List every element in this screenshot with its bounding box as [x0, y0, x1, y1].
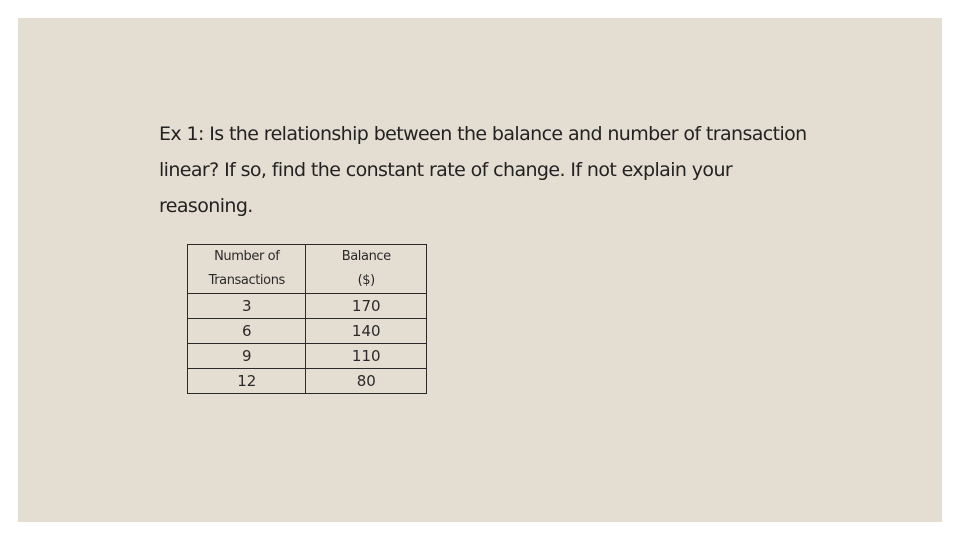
- table-row: [188, 344, 427, 369]
- header-balance: [306, 245, 427, 294]
- transactions-cell: 6: [188, 319, 306, 344]
- transactions-cell: 12: [188, 369, 306, 394]
- balance-cell: 140: [306, 319, 427, 344]
- header-transactions-line2: Transactions: [208, 273, 285, 288]
- transactions-cell: 3: [188, 294, 306, 319]
- question-line-3: reasoning.: [159, 195, 253, 217]
- transactions-cell: 9: [188, 344, 306, 369]
- question-line-2: linear? If so, find the constant rate of change. If not explain your: [159, 159, 733, 181]
- header-balance-line2: ($): [357, 273, 375, 288]
- slide-background: [18, 18, 942, 522]
- balance-cell: 80: [306, 369, 427, 394]
- balance-cell: 110: [306, 344, 427, 369]
- table-row: [188, 369, 427, 394]
- question-text: [159, 116, 807, 224]
- table-header-row: [188, 245, 427, 294]
- question-line-1: Ex 1: Is the relationship between the balance and number of transaction: [159, 123, 807, 145]
- table-row: [188, 294, 427, 319]
- transactions-table: [187, 244, 427, 394]
- header-transactions-line1: Number of: [214, 249, 280, 264]
- balance-cell: 170: [306, 294, 427, 319]
- table-row: [188, 319, 427, 344]
- header-transactions: [188, 245, 306, 294]
- header-balance-line1: Balance: [341, 249, 391, 264]
